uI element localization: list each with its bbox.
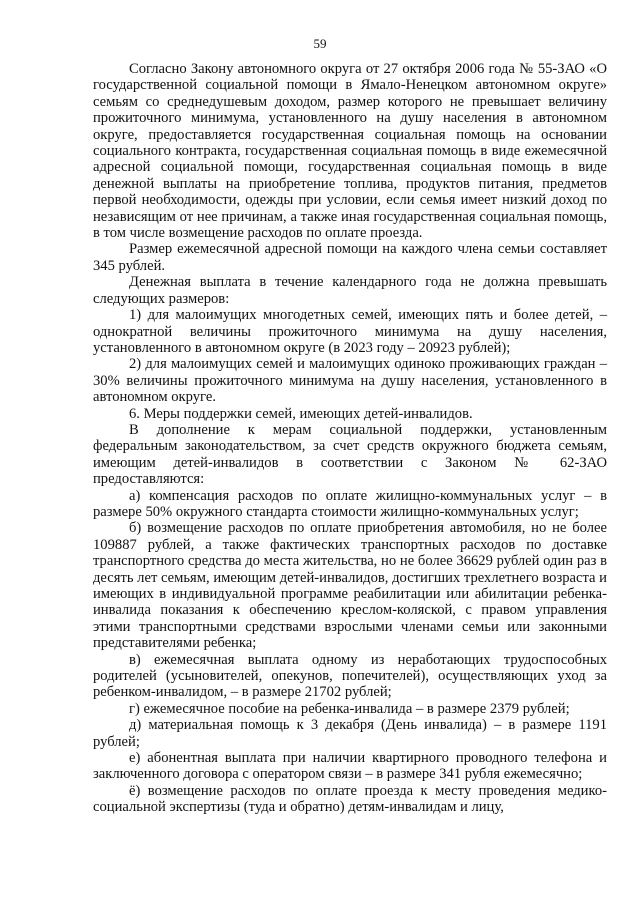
list-item-e: е) абонентная выплата при наличии квартирного проводного телефона и заключенного договора с оператором связи – в размере 341 рубля ежемесячно;: [93, 750, 607, 783]
page-number: 59: [313, 36, 327, 51]
paragraph-social-assistance-law: Согласно Закону автономного округа от 27 октября 2006 года № 55-ЗАО «О государственной социальной помощи в Ямало-Ненецком автономном округе» семьям со среднедушевым доходом, размер которого не превышает величину прожиточного минимума, установленного на душу населения в автономном округе, предоставляется государственная социальная помощь на основании социального контракта, государственная социальная помощь в виде ежемесячной адресной социальной помощи, государственная социальная помощь в виде денежной выплаты на приобретение топлива, продуктов питания, предметов первой необходимости, одежды при условии, если семья имеет низкий доход по независящим от нее причинам, а также иная государственная социальная помощь, в том числе возмещение расходов по оплате проезда.: [93, 61, 607, 242]
list-item-v: в) ежемесячная выплата одному из неработающих трудоспособных родителей (усыновителей, опекунов, попечителей), осуществляющих уход за ребенком-инвалидом, – в размере 21702 рублей;: [93, 651, 607, 701]
paragraph-additional-measures: В дополнение к мерам социальной поддержки, установленным федеральным законодательством, за счет средств окружного бюджета семьям, имеющим детей-инвалидов в соответствии с Законом № 62-ЗАО предоставляются:: [93, 421, 607, 488]
paragraph-monthly-aid-amount: Размер ежемесячной адресной помощи на каждого члена семьи составляет 345 рублей.: [93, 241, 607, 274]
paragraph-cash-payment-limit: Денежная выплата в течение календарного года не должна превышать следующих размеров:: [93, 274, 607, 307]
list-item-g: г) ежемесячное пособие на ребенка-инвалида – в размере 2379 рублей;: [129, 700, 570, 717]
paragraph-limit-item-1: 1) для малоимущих многодетных семей, имеющих пять и более детей, – однократной величины прожиточного минимума на душу населения, установленного в автономном округе (в 2023 году – 20923 рублей);: [93, 307, 607, 356]
list-item-yo: ё) возмещение расходов по оплате проезда к месту проведения медико-социальной экспертизы (туда и обратно) детям-инвалидам и лицу,: [93, 782, 607, 816]
list-item-d: д) материальная помощь к 3 декабря (День инвалида) – в размере 1191 рублей;: [93, 717, 607, 750]
section-heading-disabled-children: 6. Меры поддержки семей, имеющих детей-инвалидов.: [129, 405, 473, 422]
document-body: [93, 61, 607, 816]
list-item-b: б) возмещение расходов по оплате приобретения автомобиля, но не более 109887 рублей, а также фактических транспортных расходов по доставке транспортного средства до места жительства, но не более 36629 рублей один раз в десять лет семьям, имеющим детей-инвалидов, достигших трехлетнего возраста и имеющих в индивидуальной программе реабилитации или абилитации ребенка-инвалида показания к обеспечению креслом-коляской, с правом управления этими транспортными средствами взрослыми членами семьи или законными представителями ребенка;: [93, 520, 607, 652]
paragraph-limit-item-2: 2) для малоимущих семей и малоимущих одиноко проживающих граждан – 30% величины прожиточного минимума на душу населения, установленного в автономном округе.: [93, 356, 607, 406]
list-item-a: а) компенсация расходов по оплате жилищно-коммунальных услуг – в размере 50% окружного стандарта стоимости жилищно-коммунальных услуг;: [93, 487, 607, 520]
